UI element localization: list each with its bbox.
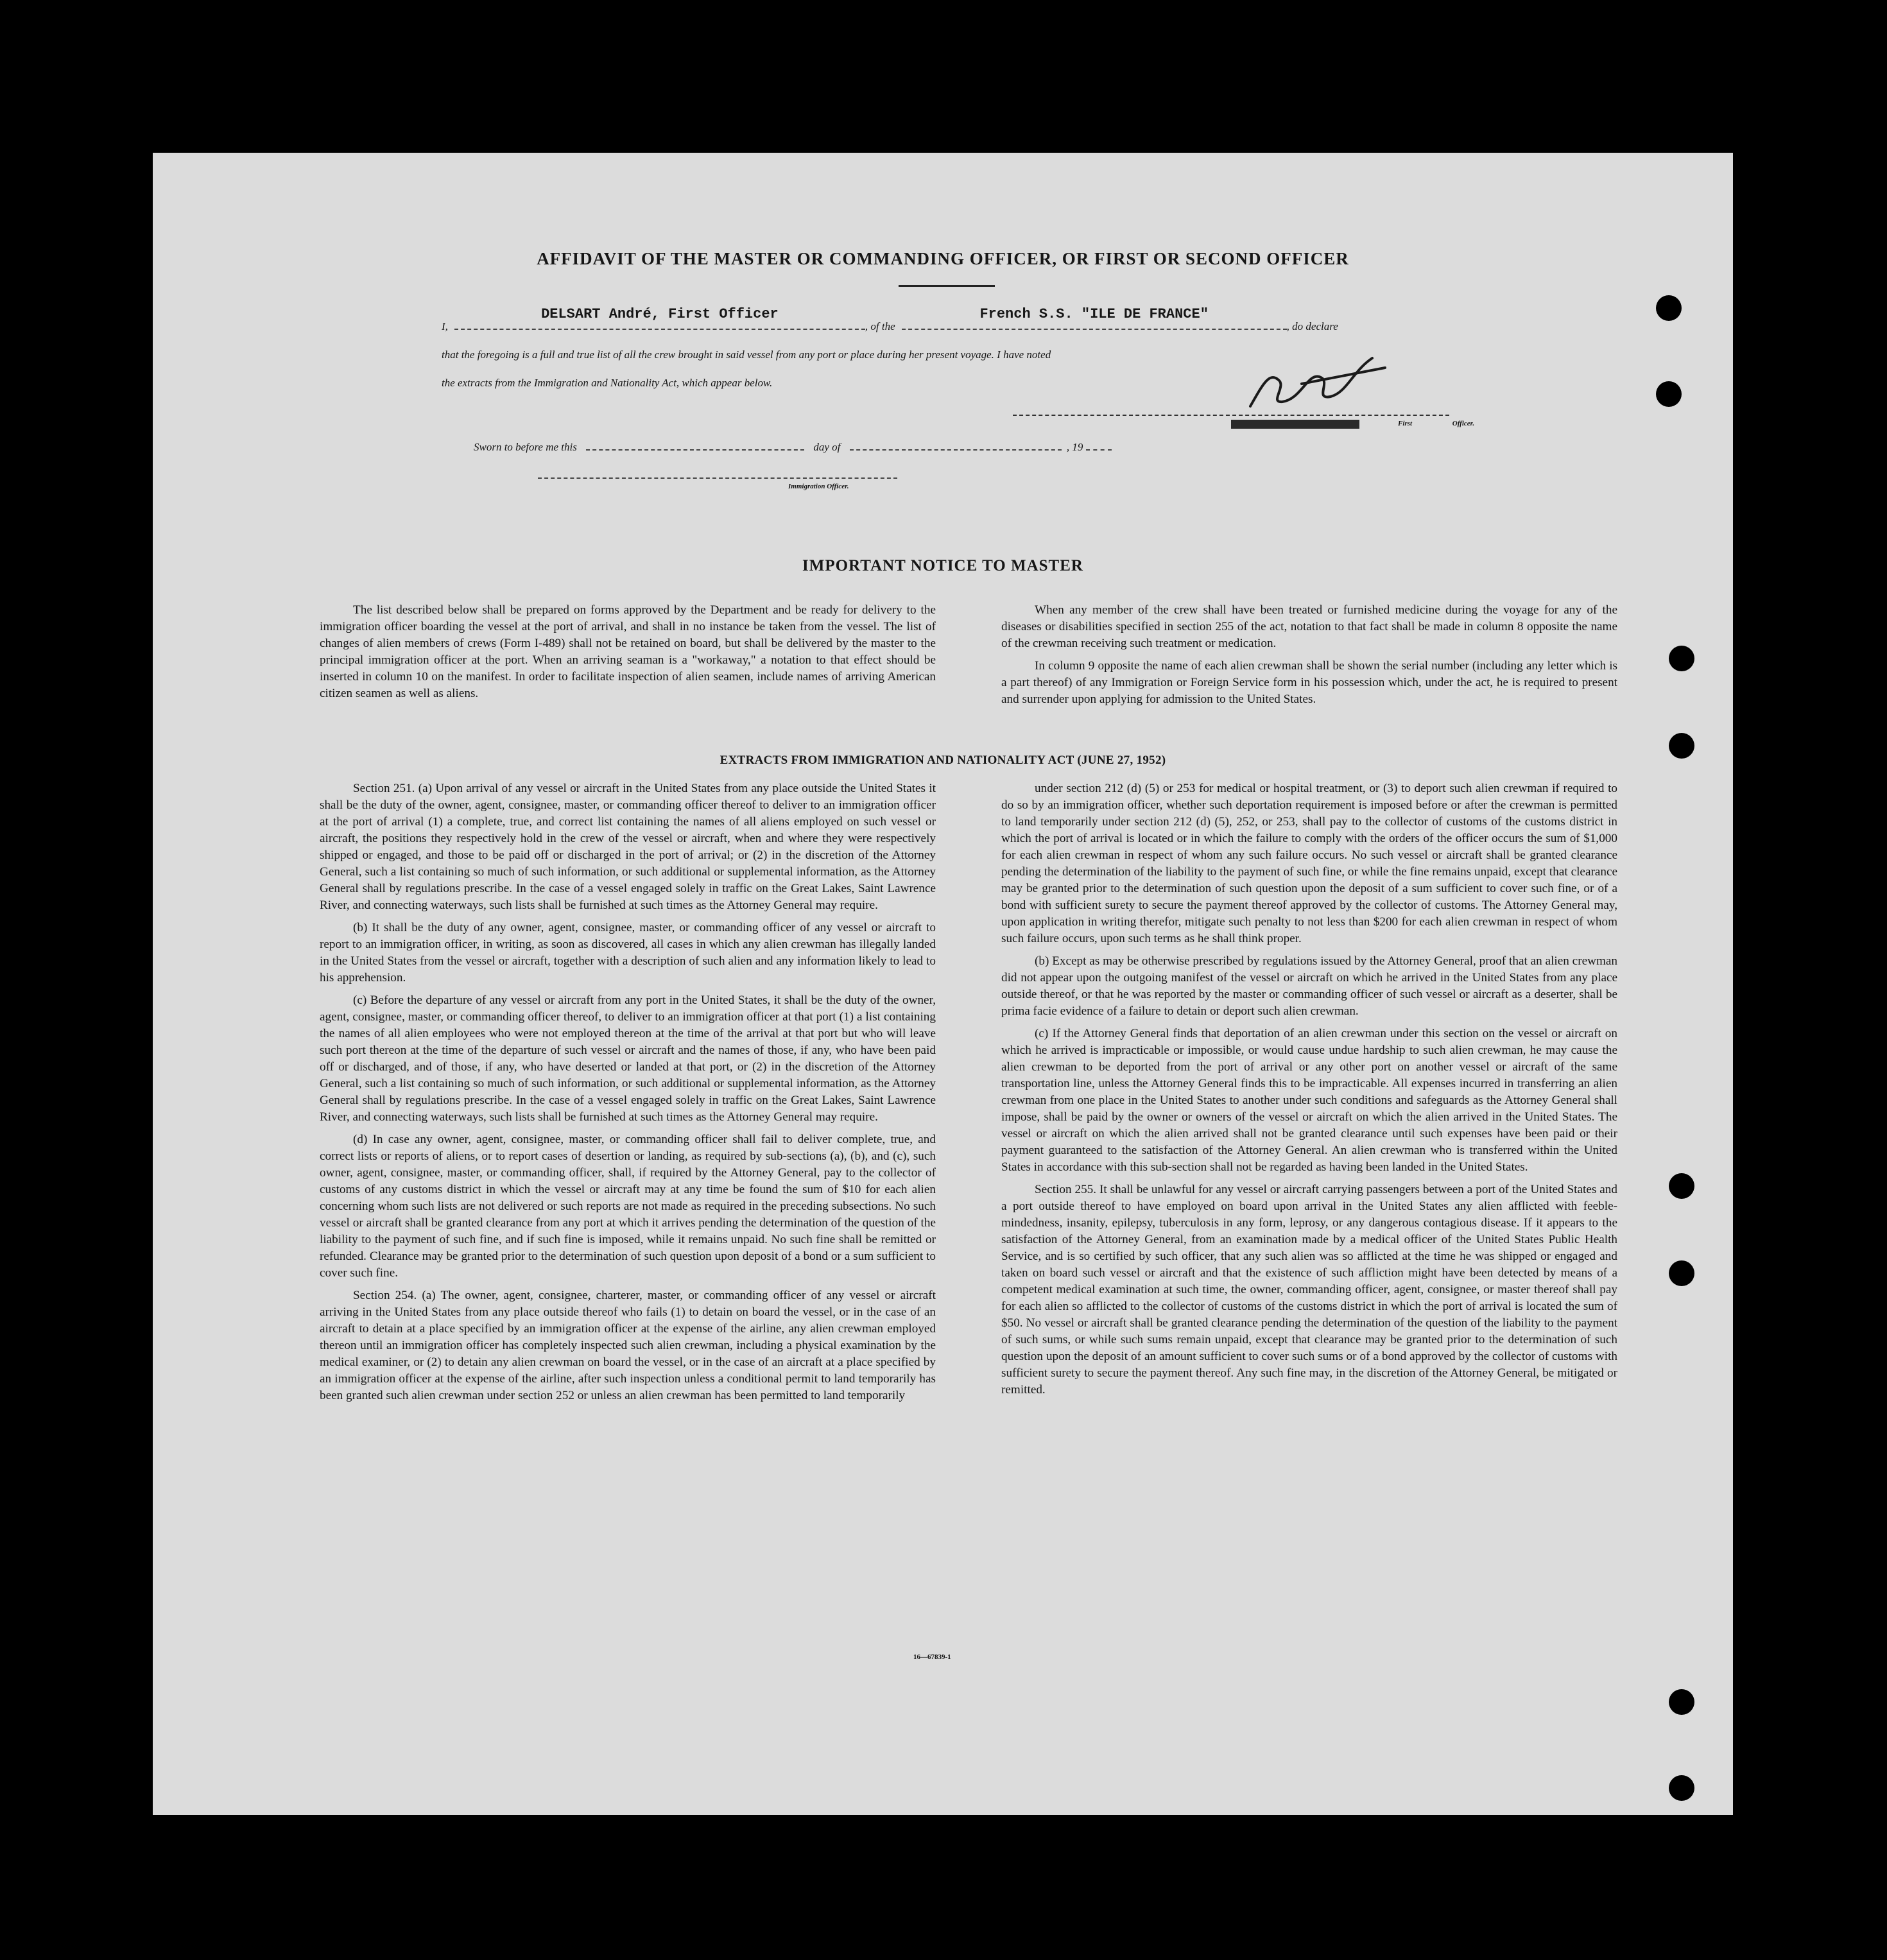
extracts-left-column [320,780,936,1410]
sworn-year-prefix: , 19 [1066,441,1083,453]
signature-label-officer: Officer. [1452,420,1475,427]
punch-hole [1669,646,1694,671]
extract-paragraph: Section 254. (a) The owner, agent, consignee, charterer, master, or commanding officer of any vessel or aircraft arriving in the United States from any place outside thereof who fails (1) to detain on board the vessel, or in the case of an aircraft to detain at a place specified by an immigration officer at the expense of the airline, any alien crewman employed thereon until an immigration officer has completely inspected such alien crewman, including a physical examination by the medical examiner, or (2) to detain any alien crewman on board the vessel, or in the case of an aircraft at a place specified by an immigration officer at the expense of the airline, after such inspection unless a conditional permit to land temporarily has been granted such alien crewman under section 252 or unless an alien crewman has been permitted to land temporarily [320,1289,936,1402]
declarant-field [454,306,865,330]
extract-paragraph: Section 255. It shall be unlawful for any vessel or aircraft carrying passengers between a port of the United States and a port outside thereof to have employed on board upon arrival in the United States any alien afflicted with feeble-mindedness, insanity, epilepsy, tuberculosis in any form, leprosy, or any dangerous contagious disease. If it appears to the satisfaction of the Attorney General, from an examination made by a medical officer of the United States Public Health Service, and is so certified by such officer, that any such alien was so afflicted at the time he was shipped or engaged and taken on board such vessel or aircraft and that the existence of such affliction might have been detected by means of a competent medical examination at such time, the owner, commanding officer, agent, consignee, or master thereof shall pay for each alien so afflicted to the collector of customs of the customs district in which the port of arrival is located the sum of $50. No vessel or aircraft shall be granted clearance pending the determination of the question of the liability to the payment of such sums, or while such sums remain unpaid, except that clearance may be granted prior to the determination of such question upon the deposit of an amount sufficient to cover such sums or of a bond approved by the collector of customs with sufficient surety to secure the payment thereof. Any such fine may, in the discretion of the Attorney General, be mitigated or remitted. [1001,1183,1617,1397]
declaration-do-declare: , do declare [1286,320,1338,332]
extracts-title: EXTRACTS FROM IMMIGRATION AND NATIONALITY ACT (JUNE 27, 1952) [719,753,1166,767]
punch-hole [1669,1775,1694,1801]
declaration-text-line-3: the extracts from the Immigration and Nationality Act, which appear below. [442,377,773,389]
declarant-name: DELSART André, First Officer [454,300,865,329]
sworn-day-field [586,433,804,451]
notice-title: IMPORTANT NOTICE TO MASTER [802,557,1083,574]
officer-signature-label [1398,420,1474,427]
extract-paragraph: under section 212 (d) (5) or 253 for medical or hospital treatment, or (3) to deport such alien crewman if required to do so by an immigration officer, whether such deportation requirement is imposed before or after the crewman is permitted to land temporarily under section 212 (d) (5), 252, or 253, shall pay to the collector of customs of the customs district in which the port of arrival is located or in which the failure to comply with the orders of the officer occurs the sum of $1,000 for each alien crewman in respect of whom any such failure occurs. No such vessel or aircraft shall be granted clearance pending the determination of the liability to the payment of such fine, or while the fine remains unpaid, except that clearance may be granted prior to the determination of such question upon the deposit of a sum sufficient to cover such fine, or of a bond with sufficient surety to secure the payment thereof approved by the collector of customs. The Attorney General may, upon application in writing therefor, mitigate such penalty to not less than $200 for each alien crewman in respect of whom such failure occurs, upon such terms as he shall think proper. [1001,782,1617,945]
declaration-text-line-2: that the foregoing is a full and true list of all the crew brought in said vessel from any port or place during her present voyage. I have noted [442,348,1051,361]
extract-paragraph: (b) It shall be the duty of any owner, agent, consignee, master, or commanding officer of any vessel or aircraft to report to an immigration officer, in writing, as soon as discovered, all cases in which any alien crewman has illegally landed in the United States from the vessel or aircraft, together with a description of such alien and any information likely to lead to his apprehension. [320,921,936,984]
extract-paragraph: (c) If the Attorney General finds that deportation of an alien crewman under this section on the vessel or aircraft on which he arrived is impracticable or impossible, or would cause undue hardship to such alien crewman, he may cause the alien crewman to be deported from the port of arrival or any other port on another vessel or aircraft of the same transportation line, unless the Attorney General finds this to be impracticable. All expenses incurred in transferring an alien crewman from one place in the United States to another under such conditions and safeguards as the Attorney General shall impose, shall be paid by the owner or owners of the vessel or aircraft on which the alien arrived in the United States. The vessel or aircraft on which the alien arrived shall not be granted clearance until such expenses have been paid or their payment guaranteed to the satisfaction of the Attorney General. An alien crewman who is transferred within the United States in accordance with this sub-section shall not be regarded as having been landed in the United States. [1001,1027,1617,1174]
declaration-block [442,306,1603,397]
extract-paragraph: (c) Before the departure of any vessel or aircraft from any port in the United States, it shall be the duty of the owner, agent, consignee, master, or commanding officer thereof, to deliver to an immigration officer at that port (1) a list containing the names of all alien employees who were not employed thereon at the time of the arrival at that port but who will leave such port thereon at the time of the departure of such vessel or aircraft and the names of those, if any, who have been paid off or discharged, and of those, if any, who have deserted or landed at that port, or (2) in the discretion of the Attorney General, such a list containing so much of such information, or such additional or supplemental information, as the Attorney General shall by regulations prescribe. In the case of a vessel engaged solely in traffic on the Great Lakes, Saint Lawrence River, and connecting waterways, such lists shall be furnished at such times as the Attorney General may require. [320,993,936,1124]
immigration-officer-label: Immigration Officer. [788,483,849,490]
notice-left-column [320,602,936,708]
declaration-of-the: , of the [865,320,895,332]
notice-paragraph: When any member of the crew shall have been treated or furnished medicine during the voyage for any of the diseases or disabilities specified in section 255 of the act, notation to that fact shall be made in column 8 opposite the name of the crewman receiving such treatment or medication. [1001,603,1617,650]
sworn-prefix: Sworn to before me this [474,441,577,453]
extract-paragraph: (b) Except as may be otherwise prescribed by regulations issued by the Attorney General, proof that an alien crewman did not appear upon the outgoing manifest of the vessel or aircraft on which he arrived in the United States from any place outside thereof, or that he was reported by the master or commanding officer of such vessel or aircraft as a deserter, shall be prima facie evidence of a failure to detain or deport such alien crewman. [1001,954,1617,1018]
struck-out-text [1231,420,1359,429]
extract-paragraph: (d) In case any owner, agent, consignee, master, or commanding officer shall fail to deliver complete, true, and correct lists or reports of aliens, or to report cases of desertion or landing, as required by sub-sections (a), (b), and (c), such owner, agent, consignee, master, or commanding officer, shall, if required by the Attorney General, pay to the collector of customs of any customs district in which the vessel or aircraft may at any time be found the sum of $10 for each alien concerning whom such lists are not delivered or such reports are not made as required in the preceding subsections. No such vessel or aircraft shall be granted clearance from any port at which it arrives pending the determination of the question of the liability to the payment of such fine, and if such fine is imposed, while it remains unpaid. No such fine shall be remitted or refunded. Clearance may be granted prior to the determination of such question upon deposit of a bond or a sum sufficient to cover such fine. [320,1133,936,1280]
punch-hole [1656,381,1682,407]
punch-hole [1669,1689,1694,1715]
document-page [153,153,1733,1815]
signature-scrawl [1244,345,1392,416]
notice-paragraph: In column 9 opposite the name of each alien crewman shall be shown the serial number (including any letter which is a part thereof) of any Immigration or Foreign Service form in his possession which, under the act, he is required to present and surrender upon applying for admission to the United States. [1001,659,1617,706]
punch-hole [1669,733,1694,759]
officer-signature-line [1013,415,1449,416]
signature-label-first: First [1398,420,1413,427]
sworn-line [474,433,1112,454]
vessel-name: French S.S. "ILE DE FRANCE" [902,300,1287,329]
punch-hole [1669,1860,1694,1886]
notice-right-column [1001,602,1617,714]
title-rule [899,285,995,287]
sworn-month-field [850,433,1062,451]
declaration-i: I, [442,320,448,332]
extracts-right-column [1001,780,1617,1404]
extract-paragraph: Section 251. (a) Upon arrival of any vessel or aircraft in the United States from any place outside the United States it shall be the duty of the owner, agent, consignee, master, or commanding officer thereof to deliver to an immigration officer at the port of arrival (1) a complete, true, and correct list containing the names of all aliens employed on such vessel or aircraft, the positions they respectively hold in the crew of the vessel or aircraft, when and where they were respectively shipped or engaged, and those to be paid off or discharged in the port of arrival; or (2) in the discretion of the Attorney General, such a list containing so much of such information, or such additional or supplemental information, as the Attorney General shall by regulations prescribe. In the case of a vessel engaged solely in traffic on the Great Lakes, Saint Lawrence River, and connecting waterways, such lists shall be furnished at such times as the Attorney General may require. [320,782,936,912]
punch-hole [1669,1173,1694,1199]
declaration-line [442,306,1603,341]
notice-paragraph: The list described below shall be prepared on forms approved by the Department and be ready for delivery to the immigration officer boarding the vessel at the port of arrival, and shall in no instance be taken from the vessel. The list of changes of alien members of crews (Form I-489) shall not be retained on board, but shall be delivered by the master to the principal immigration officer at the port. When an arriving seaman is a "workaway," a notation to that effect should be inserted in column 10 on the manifest. In order to facilitate inspection of alien seamen, include names of arriving American citizen seamen as well as aliens. [320,603,936,700]
affidavit-title: AFFIDAVIT OF THE MASTER OR COMMANDING OFFICER, OR FIRST OR SECOND OFFICER [537,249,1349,268]
sworn-day-of: day of [813,441,841,453]
sworn-year-field [1086,433,1112,451]
punch-hole [1669,1260,1694,1286]
form-code: 16—67839-1 [913,1653,951,1661]
vessel-field [902,306,1287,330]
immigration-officer-line [538,477,897,479]
punch-hole [1656,295,1682,321]
